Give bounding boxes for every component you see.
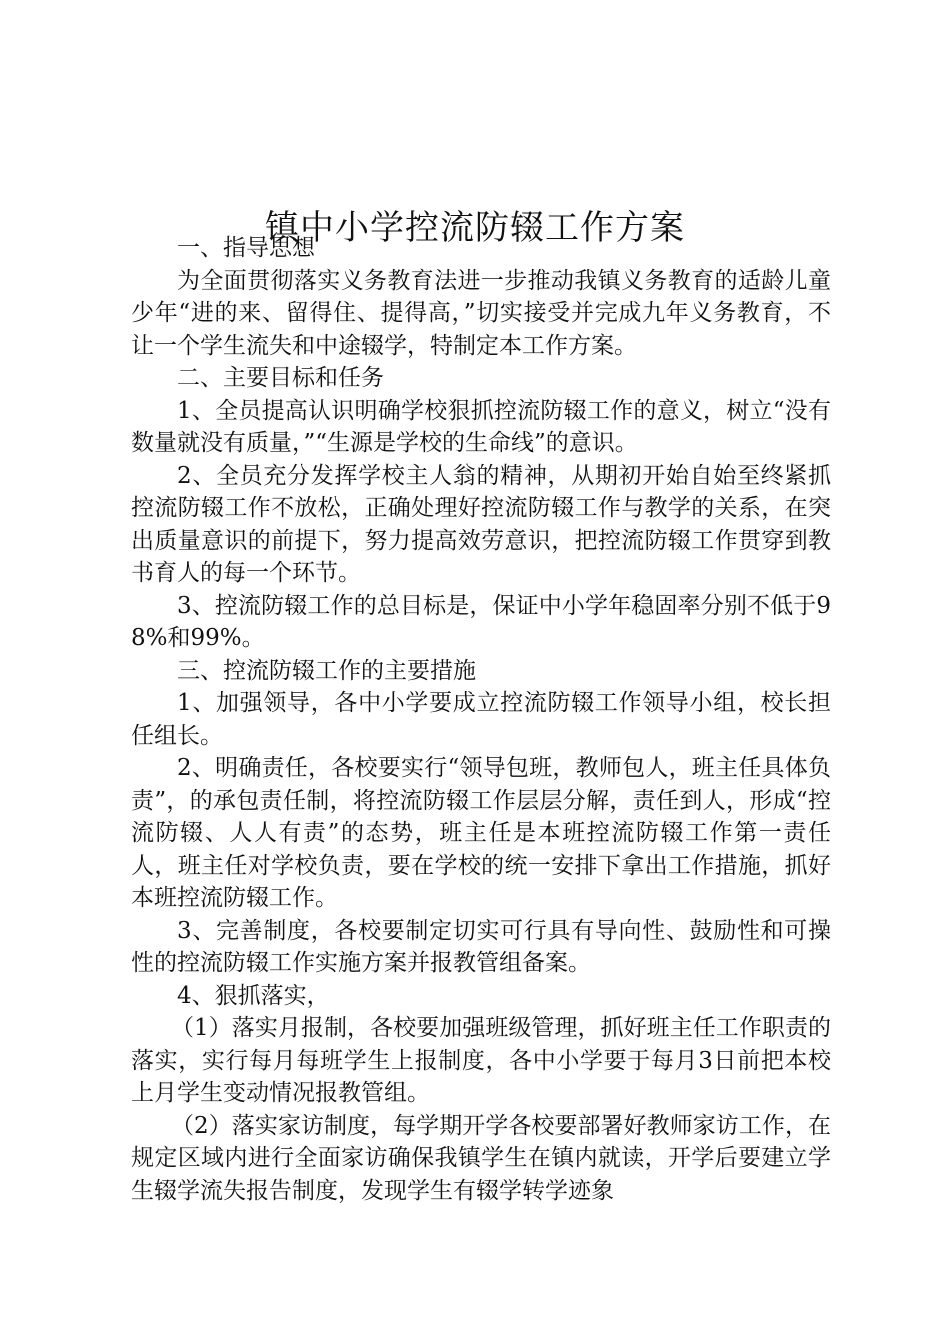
paragraph: 2、明确责任，各校要实行“领导包班，教师包人，班主任具体负责”，的承包责任制，将控流防辍工作层层分解，责任到人，形成“控流防辍、人人有责”的态势，班主任是本班控流防辍工作第一责任人，班主任对学校负责，要在学校的统一安排下拿出工作措施，抓好本班控流防辍工作。 — [131, 755, 831, 911]
section-heading-guiding-ideology: 一、指导思想 — [177, 235, 315, 261]
sub-item-paragraph: （1）落实月报制，各校要加强班级管理，抓好班主任工作职责的落实，实行每月每班学生上报制度，各中小学要于每月3日前把本校上月学生变动情况报教管组。 — [131, 1015, 831, 1106]
paragraph: 1、加强领导，各中小学要成立控流防辍工作领导小组，校长担任组长。 — [131, 690, 831, 749]
paragraph: 4、狠抓落实， — [177, 982, 330, 1009]
paragraph: 3、控流防辍工作的总目标是，保证中小学年稳固率分别不低于98%和99%。 — [131, 592, 831, 651]
document-body — [131, 232, 831, 1207]
section-heading-goals-and-tasks: 二、主要目标和任务 — [177, 365, 384, 391]
sub-item-paragraph: （2）落实家访制度，每学期开学各校要部署好教师家访工作，在规定区域内进行全面家访确保我镇学生在镇内就读，开学后要建立学生辍学流失报告制度，发现学生有辍学转学迹象 — [131, 1112, 831, 1204]
paragraph: 为全面贯彻落实义务教育法进一步推动我镇义务教育的适龄儿童少年“进的来、留得住、提得高，”切实接受并完成九年义务教育，不让一个学生流失和中途辍学，特制定本工作方案。 — [131, 267, 831, 359]
paragraph: 2、全员充分发挥学校主人翁的精神，从期初开始自始至终紧抓控流防辍工作不放松，正确处理好控流防辍工作与教学的关系，在突出质量意识的前提下，努力提高效劳意识，把控流防辍工作贯穿到教书育人的每一个环节。 — [131, 462, 831, 586]
paragraph: 3、完善制度，各校要制定切实可行具有导向性、鼓励性和可操性的控流防辍工作实施方案并报教管组备案。 — [131, 917, 831, 976]
document-title: 镇中小学控流防辍工作方案 — [265, 207, 685, 248]
paragraph: 1、全员提高认识明确学校狠抓控流防辍工作的意义，树立“没有数量就没有质量，”“生源是学校的生命线”的意识。 — [131, 397, 831, 456]
section-heading-main-measures: 三、控流防辍工作的主要措施 — [177, 657, 476, 684]
